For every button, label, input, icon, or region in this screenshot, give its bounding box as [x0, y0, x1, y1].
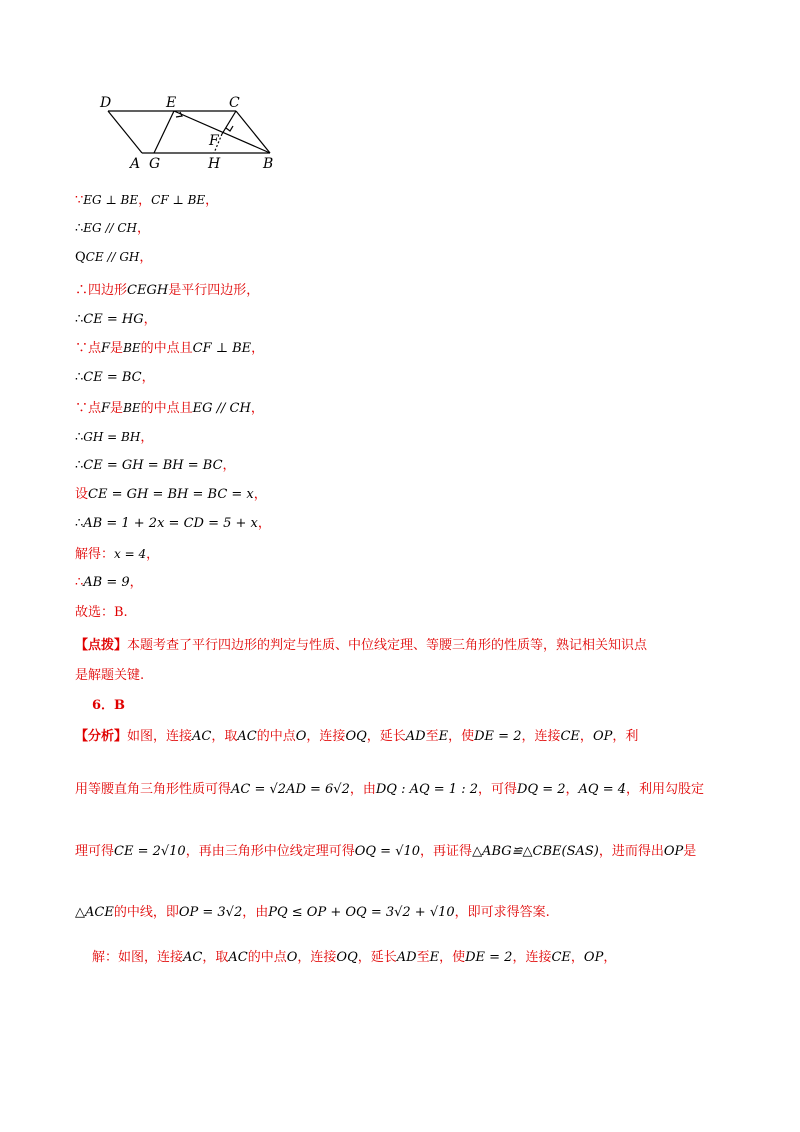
math-expression: E	[429, 950, 440, 965]
analysis-line-3	[75, 842, 725, 862]
step-math: F	[101, 341, 111, 356]
segment-da	[108, 111, 142, 153]
step-math: EG ⊥ BE	[83, 193, 139, 207]
text-segment: ，可得	[478, 782, 518, 797]
text-segment: 至	[425, 729, 439, 744]
solution-line-1	[92, 948, 742, 968]
step-math: CE = BC	[83, 370, 142, 385]
analysis-label: 【分析】	[75, 729, 128, 744]
text-segment: ，连接	[306, 729, 346, 744]
step-11	[75, 485, 267, 505]
tip-text: 是解题关键.	[75, 668, 145, 683]
step-suffix: ，	[129, 575, 143, 590]
text-segment: ，使	[448, 729, 475, 744]
step-prefix: ∵点	[75, 341, 102, 356]
step-suffix: 是平行四边形，	[168, 283, 260, 298]
step-prefix: 解得：	[75, 547, 115, 562]
step-prefix: ∴	[75, 312, 84, 327]
text-segment: ，	[570, 950, 584, 965]
step-math: CE = HG	[83, 312, 144, 327]
step-math: EG // CH	[83, 221, 137, 235]
text-segment: 至	[416, 950, 430, 965]
text-segment: ，	[565, 782, 579, 797]
math-expression: AC	[237, 729, 257, 744]
text-segment: ，延长	[366, 729, 406, 744]
tip-text: 本题考查了平行四边形的判定与性质、中位线定理、等腰三角形的性质等，熟记相关知识点	[127, 638, 648, 653]
label-h: H	[208, 156, 221, 172]
math-expression: DQ = 2	[517, 782, 566, 797]
tip-paragraph	[75, 636, 725, 656]
math-expression: O	[295, 729, 307, 744]
math-expression: AQ = 4	[578, 782, 627, 797]
step-math: AB = 9	[83, 575, 130, 590]
math-expression: AC	[183, 950, 203, 965]
step-math: CF ⊥ BE	[192, 341, 252, 356]
text-segment: 的中点	[256, 729, 296, 744]
text-segment: ，利	[612, 729, 639, 744]
question-number: 6．B	[92, 698, 126, 713]
math-expression: DE = 2	[465, 950, 513, 965]
label-e: E	[166, 95, 177, 111]
text-segment: ，由	[242, 905, 269, 920]
step-6	[75, 338, 264, 359]
text-segment: ，连接	[521, 729, 561, 744]
step-suffix: ，	[251, 341, 265, 356]
math-expression: E	[438, 729, 449, 744]
step-prefix: ∵点	[75, 401, 102, 416]
text-segment: 解：如图，连接	[92, 950, 184, 965]
segment-cb	[236, 111, 270, 153]
step-suffix: ，	[141, 370, 155, 385]
text-segment: 的中点	[247, 950, 287, 965]
step-prefix: ∴	[75, 430, 84, 445]
label-d: D	[100, 95, 112, 111]
label-c: C	[229, 95, 240, 111]
math-expression: DE = 2	[474, 729, 522, 744]
text-segment: 的中线，即	[113, 905, 179, 920]
step-math: GH = BH	[83, 430, 141, 444]
step-suffix: ，	[222, 458, 236, 473]
step-math: AB = 1 + 2x = CD = 5 + x	[83, 516, 258, 531]
math-expression: OP	[592, 729, 613, 744]
math-expression: O	[286, 950, 298, 965]
text-segment: 理可得	[75, 844, 115, 859]
step-math: BE	[123, 341, 141, 355]
step-math: CE // GH	[85, 250, 140, 264]
step-4	[75, 281, 259, 301]
parallelogram-diagram	[96, 90, 286, 180]
text-segment: ，再证得	[420, 844, 473, 859]
step-suffix: ，	[250, 401, 264, 416]
text-segment: ，取	[202, 950, 229, 965]
tip-paragraph-cont	[75, 666, 725, 686]
math-expression: OP	[583, 950, 604, 965]
math-expression: △ACE	[75, 905, 114, 920]
step-9	[75, 427, 153, 448]
step-suffix: ，	[143, 312, 157, 327]
math-expression: △ABG≌△CBE(SAS)	[472, 844, 599, 859]
label-f: F	[209, 133, 219, 149]
text-segment: ，进而得出	[598, 844, 664, 859]
step-mid: 的中点且	[140, 401, 193, 416]
step-suffix: ，	[139, 250, 153, 265]
step-math: CEGH	[127, 283, 169, 298]
step-suffix: ，	[253, 487, 267, 502]
math-expression: CE = 2√10	[114, 844, 186, 859]
text-segment: ，使	[439, 950, 466, 965]
text-segment: ，再由三角形中位线定理可得	[185, 844, 355, 859]
step-suffix: ，	[137, 221, 151, 236]
math-expression: DQ : AQ = 1 : 2	[375, 782, 478, 797]
text-segment: ，连接	[297, 950, 337, 965]
step-13	[75, 544, 159, 565]
analysis-line-4	[75, 903, 725, 923]
analysis-line-1	[75, 727, 725, 747]
math-expression: OQ = √10	[354, 844, 421, 859]
math-expression: OQ	[345, 729, 367, 744]
step-7	[75, 368, 155, 388]
step-math: x = 4	[114, 547, 147, 561]
step-14	[75, 573, 143, 593]
step-5	[75, 310, 157, 330]
step-prefix: ∴	[75, 221, 84, 236]
step-math: CF ⊥ BE	[151, 193, 206, 207]
analysis-line-2	[75, 780, 725, 800]
step-sep: ，	[138, 193, 152, 208]
step-2	[75, 218, 150, 239]
math-expression: PQ ≤ OP + OQ = 3√2 + √10	[268, 905, 455, 920]
step-answer: 故选：B.	[75, 605, 128, 620]
tip-label: 【点拨】	[75, 638, 128, 653]
step-mid: 的中点且	[140, 341, 193, 356]
step-suffix: ，	[140, 430, 154, 445]
math-expression: OP	[663, 844, 684, 859]
step-math: CE = GH = BH = BC	[83, 458, 223, 473]
label-g: G	[149, 156, 161, 172]
text-segment: 是	[683, 844, 697, 859]
math-expression: AD	[396, 950, 417, 965]
step-math: CE = GH = BH = BC = x	[88, 487, 254, 502]
math-expression: OQ	[336, 950, 358, 965]
text-segment: ，即可求得答案.	[454, 905, 550, 920]
step-prefix: ∴	[75, 458, 84, 473]
step-math: F	[101, 401, 111, 416]
math-expression: AC	[192, 729, 212, 744]
step-8	[75, 398, 264, 419]
step-prefix: Q	[75, 250, 86, 265]
step-10	[75, 456, 236, 476]
math-expression: AC	[228, 950, 248, 965]
label-b: B	[263, 156, 274, 172]
text-segment: ，延长	[357, 950, 397, 965]
step-suffix: ，	[146, 547, 160, 562]
step-mid: 是	[110, 401, 124, 416]
math-expression: AD	[405, 729, 426, 744]
text-segment: ，连接	[512, 950, 552, 965]
step-prefix: ∵	[75, 193, 84, 208]
text-segment: ，	[603, 950, 617, 965]
step-prefix: ∴	[75, 516, 84, 531]
step-prefix: ∴四边形	[75, 283, 128, 298]
step-prefix: 设	[75, 487, 89, 502]
math-expression: AC = √2AD = 6√2	[231, 782, 350, 797]
step-1	[75, 190, 218, 211]
text-segment: ，取	[211, 729, 238, 744]
math-expression: CE	[560, 729, 580, 744]
step-prefix: ∴	[75, 575, 84, 590]
step-math: EG // CH	[192, 401, 251, 416]
step-suffix: ，	[257, 516, 271, 531]
segment-eg	[154, 111, 174, 153]
math-expression: CE	[551, 950, 571, 965]
text-segment: ，	[579, 729, 593, 744]
text-segment: 如图，连接	[127, 729, 193, 744]
math-expression: OP = 3√2	[178, 905, 243, 920]
text-segment: ，由	[349, 782, 376, 797]
step-math: BE	[123, 401, 141, 415]
step-3	[75, 247, 152, 268]
step-prefix: ∴	[75, 370, 84, 385]
text-segment: 用等腰直角三角形性质可得	[75, 782, 232, 797]
step-suffix: ，	[205, 193, 219, 208]
step-12	[75, 514, 271, 534]
segment-eb	[174, 111, 270, 153]
step-mid: 是	[110, 341, 124, 356]
text-segment: ，利用勾股定	[626, 782, 705, 797]
label-a: A	[130, 156, 141, 172]
